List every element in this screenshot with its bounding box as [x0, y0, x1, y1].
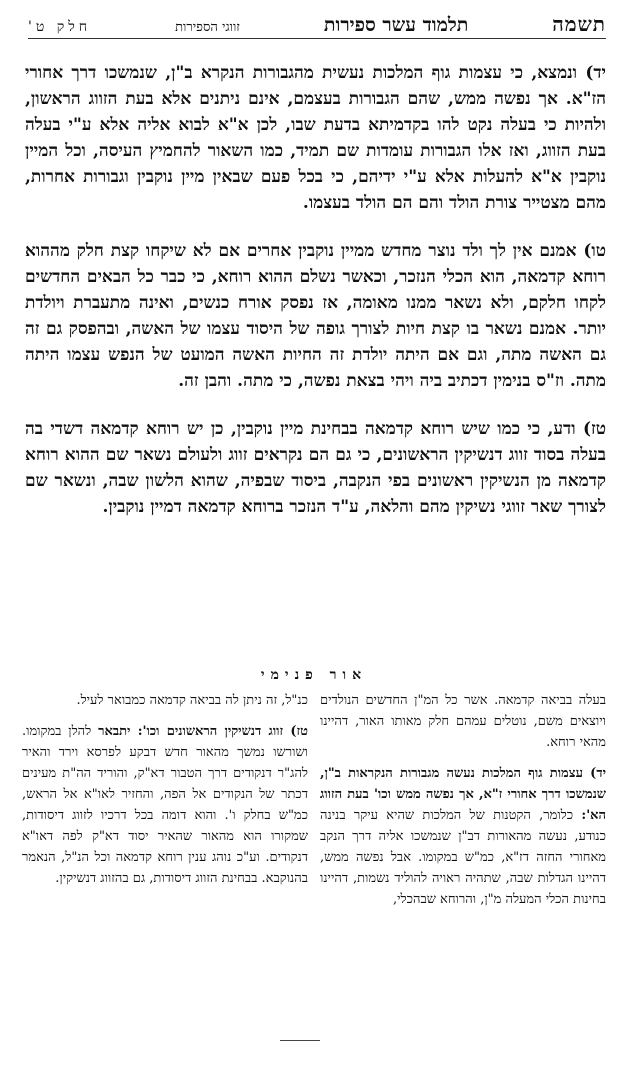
commentary-right-column	[320, 690, 606, 920]
page-number: תשמה	[552, 12, 606, 36]
commentary-text: כלומר, הקטנות של המלכות שהיא עיקר בנינה כנודע, נעשה מהאורות דב"ן שנמשכו אליה דרך הנקב מאחורי החזה דז"א, כמ"ש במקומו. אבל נפשה ממש, דהיינו הגדלות שבה, שתהיה ראויה להוליד נשמות, דהיינו בחינות הכלי המעלה מ"ן, והרוחא שבהכלי,	[320, 808, 606, 907]
commentary-left-column	[22, 690, 308, 899]
part-label: חלק ט'	[28, 19, 92, 35]
main-text	[25, 60, 606, 542]
commentary-paragraph	[22, 690, 308, 711]
running-header	[28, 12, 606, 39]
commentary-paragraph	[320, 690, 606, 753]
commentary-lead: טז) זווג דנשיקין הראשונים וכו': יתבאר	[98, 724, 308, 739]
paragraph-yud-dalet: יד) ונמצא, כי עצמות גוף המלכות נעשית מהגבורות הנקרא ב"ן, שנמשכו דרך אחורי הז"א. אך נפשה ממש, שהם הגבורות בעצמם, אינם ניתנים אלא בעת הזווג הראשון, ולהיות כי בעלה נקט להו בקדמיתא בדעת שבו, לכן א"א לבוא אליה אלא ע"י בעלה בעת הזווג, ואז אלו הגבורות עומדות שם תמיד, כמו השאור להחמיץ העיסה, וכל המיין נוקבין א"א להעלות אלא ע"י ידיהם, כי בכל פעם שבאין מיין נוקבין וגבורות אחרות, מהם מצטייר צורת הולד והם הם הולד בעצמו.	[25, 63, 606, 213]
commentary-lead: יד) עצמות גוף המלכות נעשה מגבורות הנקראות ב"ן, שנמשכו דרך אחורי ז"א, אך נפשה ממש וכו' בעת הזווג הא':	[320, 766, 606, 823]
paragraph-tet-vav: טו) אמנם אין לך ולד נוצר מחדש ממיין נוקבין אחרים אם לא שיקחו קצת חלק מההוא רוחא קדמאה, הוא הכלי הנזכר, וכאשר נשלם ההוא רוחא, כי כבר כל הבאים החדשים לקחו חלקם, ולא נשאר ממנו מאומה, אז נפסק אורח כנשים, ואינה מתעברת ויולדת יותר. אמנם נשאר בו קצת חיות לצורך גופה של היסוד עצמו של האשה, ובהפסק גם זה גם האשה מתה, וגם אם היתה יולדת זה החיות האשה המועט של הנפש עצמו היתה מתה. וז"ס בנימין דכתיב ביה ויהי בצאת נפשה, כי מתה. והבן זה.	[25, 241, 606, 391]
footer-rule	[280, 1040, 320, 1041]
paragraph-tet-zayin: טז) ודע, כי כמו שיש רוחא קדמאה בבחינת מיין נוקבין, כן יש רוחא קדמאה דשדי בה בעלה בסוד זווג דנשיקין הראשונים, כי גם הם נקראים זווג ולעולם נשאר שם ההוא רוחא קדמאה מן הנשיקין ראשונים בפי הנקבה, ביסוד שבפיה, שהוא הלשון שבה, ונשאר שם לצורך שאר זווגי נשיקין מהם והלאה, ע"ד הנזכר ברוחא קדמאה דמיין נוקבין.	[25, 419, 606, 517]
commentary-paragraph	[320, 763, 606, 910]
commentary-text: להלן במקומו. ושורשו נמשך מהאור חדש דבקע לפרסא וירד והאיר להג"ר דנקודים דרך הטבור דא"ק, והוריד הה"ת מעינים דכתר של הנקודים אל הפה, והחזיר לאו"א אל הראש, כמ"ש בחלק ו'. והוא דומה בכל דרכיו לזווג דיסודות, שמקורו הוא מהאור שהאיר יסוד דא"ק לפה דאו"א דנקודים. וע"כ נוהג ענין רוחא קדמאה וכל הנ"ל, הנאמר בהנוקבא. בבחינת הזווג דיסודות, גם בהזווג דנשיקין.	[22, 724, 308, 886]
book-title: תלמוד עשר ספירות	[323, 14, 469, 36]
commentary-paragraph	[22, 721, 308, 889]
commentary-title: אור פנימי	[260, 667, 368, 683]
topic-title: זווגי הספירות	[175, 20, 240, 35]
commentary-text: כנ"ל, זה ניתן לה בביאה קדמאה כמבואר לעיל.	[76, 693, 308, 708]
commentary-text: בעלה בביאה קדמאה. אשר כל המ"ן החדשים הנולדים ויוצאים משם, נוטלים עמהם חלק מאותו האור, דהיינו מהאי רוחא.	[320, 693, 606, 750]
